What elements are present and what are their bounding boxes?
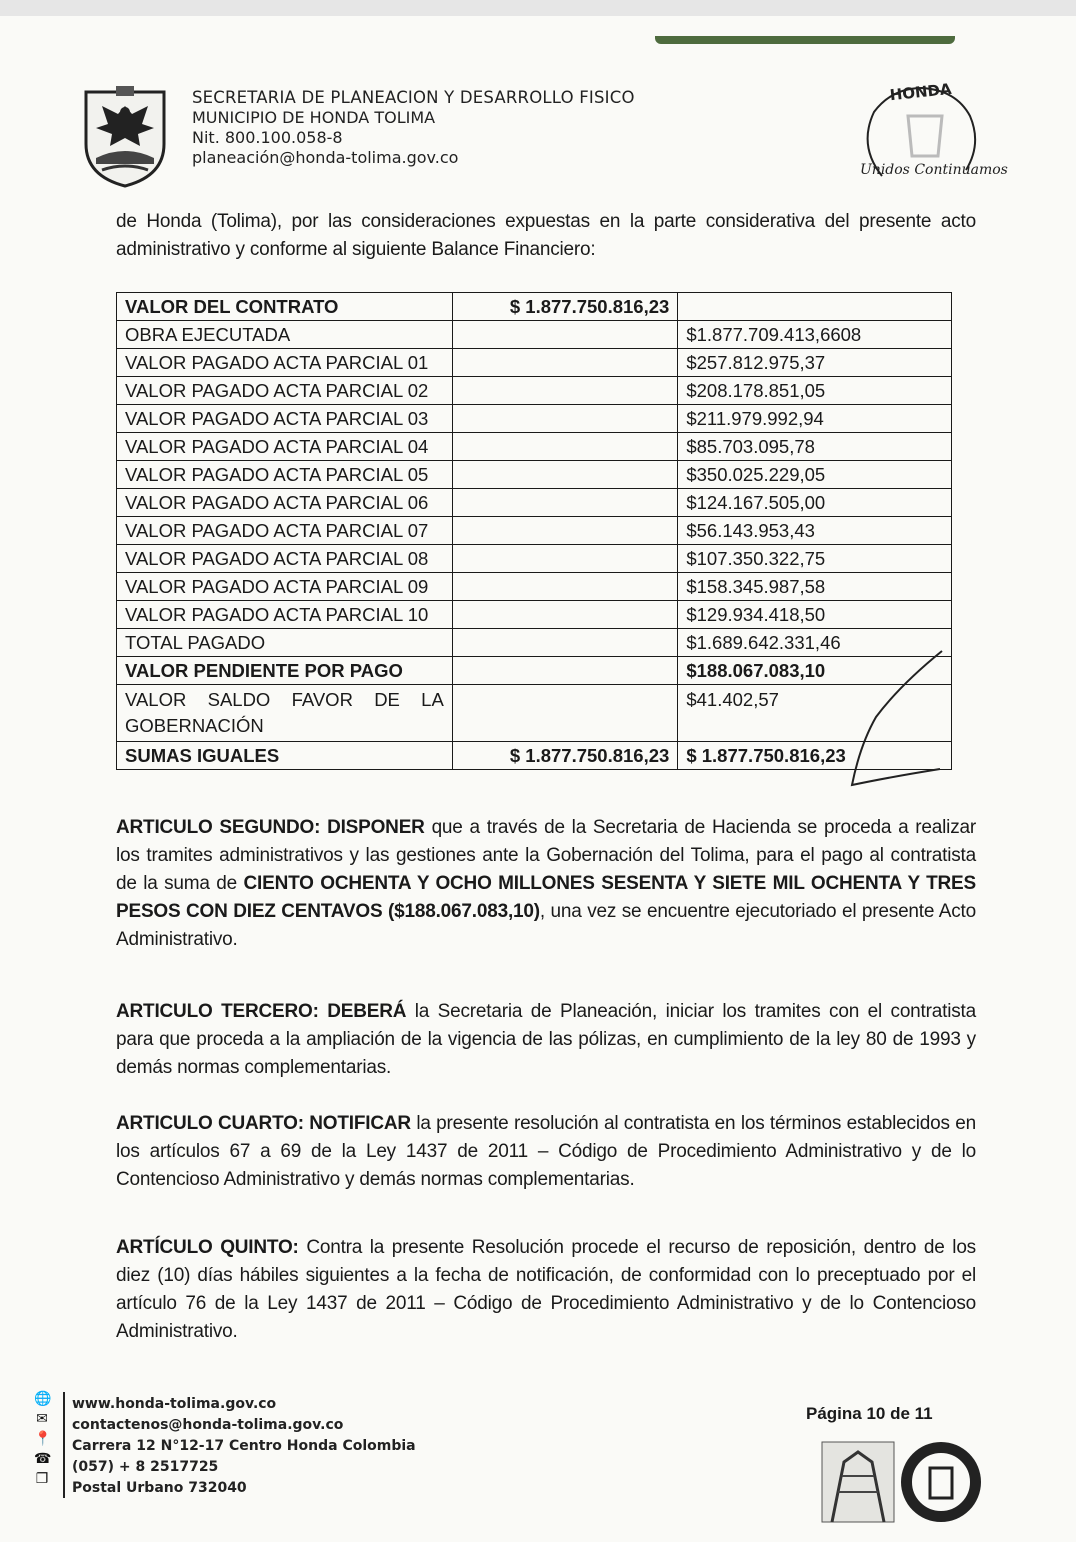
globe-icon: 🌐 [34,1390,52,1406]
table-row [117,685,952,742]
row-amount: $129.934.418,50 [678,601,952,629]
table-row [117,545,952,573]
row-contract-value [452,545,678,573]
footer-icons [34,1390,54,1490]
row-amount: $56.143.953,43 [678,517,952,545]
row-amount [678,293,952,321]
top-bar [0,0,1076,16]
footer-divider [63,1392,65,1498]
row-amount: $158.345.987,58 [678,573,952,601]
art2-text2: , una vez se encuentre ejecutoriado el presente Acto Administrativo. [116,901,976,950]
row-label: VALOR PAGADO ACTA PARCIAL 10 [117,601,453,629]
row-label: VALOR SALDO FAVOR DE LA GOBERNACIÓN [117,685,453,742]
table-row [117,433,952,461]
intro-paragraph: de Honda (Tolima), por las consideraciones expuestas en la parte considerativa del presente acto administrativo y conforme al siguiente Balance Financiero: [116,211,976,260]
postal-box-icon: ❐ [35,1470,49,1486]
art2-amount: CIENTO OCHENTA Y OCHO MILLONES SESENTA Y SIETE MIL OCHENTA Y TRES PESOS CON DIEZ CENTAVOS ($188.067.083,10) [116,873,976,922]
row-amount: $188.067.083,10 [678,657,952,685]
row-contract-value [452,349,678,377]
balance-financiero-table [116,292,952,770]
art3-verb: DEBERÁ [327,1001,407,1022]
row-contract-value [452,405,678,433]
art3-title: ARTICULO TERCERO: [116,1001,319,1022]
header-email: planeación@honda-tolima.gov.co [192,148,459,167]
footer-web: www.honda-tolima.gov.co [72,1396,277,1412]
table-row [117,657,952,685]
svg-text:HONDA: HONDA [888,79,953,105]
footer-phone: (057) + 8 2517725 [72,1459,219,1475]
row-contract-value [452,517,678,545]
row-label: VALOR PAGADO ACTA PARCIAL 04 [117,433,453,461]
row-contract-value [452,685,678,742]
row-label: OBRA EJECUTADA [117,321,453,349]
art3-text: la Secretaria de Planeación, iniciar los tramites con el contratista para que proceda a la ampliación de la vigencia de las pólizas, en cumplimiento de la ley 80 de 1993 y demás normas complementarias. [116,1001,976,1078]
art4-verb: NOTIFICAR [309,1113,411,1134]
row-label: VALOR PENDIENTE POR PAGO [117,657,453,685]
articulo-tercero [116,998,976,1082]
art4-title: ARTICULO CUARTO: [116,1113,304,1134]
row-label: VALOR PAGADO ACTA PARCIAL 01 [117,349,453,377]
row-amount: $85.703.095,78 [678,433,952,461]
top-photo-strip [655,36,955,44]
row-contract-value: $ 1.877.750.816,23 [452,742,678,770]
row-label: VALOR PAGADO ACTA PARCIAL 08 [117,545,453,573]
table-row [117,405,952,433]
table-row [117,461,952,489]
signature-stroke [830,645,950,795]
table-row [117,601,952,629]
footer-address: Carrera 12 N°12-17 Centro Honda Colombia [72,1438,416,1454]
row-contract-value [452,433,678,461]
row-amount: $1.689.642.331,46 [678,629,952,657]
location-pin-icon: 📍 [34,1430,52,1446]
header-block [192,88,635,168]
articulo-segundo [116,814,976,954]
articulo-quinto [116,1234,976,1346]
row-label: SUMAS IGUALES [117,742,453,770]
table-row [117,573,952,601]
mail-icon: ✉ [36,1410,48,1426]
row-contract-value [452,657,678,685]
row-amount: $124.167.505,00 [678,489,952,517]
row-label: VALOR PAGADO ACTA PARCIAL 05 [117,461,453,489]
row-contract-value [452,601,678,629]
row-label: VALOR PAGADO ACTA PARCIAL 09 [117,573,453,601]
row-label: VALOR PAGADO ACTA PARCIAL 07 [117,517,453,545]
row-amount: $208.178.851,05 [678,377,952,405]
row-contract-value [452,321,678,349]
header-municipio: MUNICIPIO DE HONDA TOLIMA [192,108,436,127]
art2-text1: que a través de la Secretaria de Hacienda se proceda a realizar los tramites administrativos y las gestiones ante la Gobernación del Tolima, para el pago al contratista de la suma de [116,817,976,894]
honda-unidos-logo [852,76,1008,188]
table-row [117,742,952,770]
row-amount: $107.350.322,75 [678,545,952,573]
row-amount: $257.812.975,37 [678,349,952,377]
header-nit: Nit. 800.100.058-8 [192,128,343,147]
row-contract-value [452,377,678,405]
row-contract-value [452,629,678,657]
svg-text:Unidos Continuamos: Unidos Continuamos [860,162,1008,178]
table-row [117,349,952,377]
row-amount: $1.877.709.413,6608 [678,321,952,349]
monument-seal-icon [818,1432,898,1524]
row-label: VALOR DEL CONTRATO [117,293,453,321]
row-contract-value: $ 1.877.750.816,23 [452,293,678,321]
row-label: TOTAL PAGADO [117,629,453,657]
table-row [117,629,952,657]
art5-text: Contra la presente Resolución procede el recurso de reposición, dentro de los diez (10) días hábiles siguientes a la fecha de notificación, de conformidad con lo preceptuado por el artículo 76 de la Ley 1437 de 2011 – Código de Procedimiento Administrativo y de lo Contencioso Administrativo. [116,1237,976,1342]
footer-postal: Postal Urbano 732040 [72,1480,247,1496]
footer-contact [72,1394,416,1499]
header-secretaria: SECRETARIA DE PLANEACION Y DESARROLLO FISICO [192,88,635,107]
page-number: Página 10 de 11 [806,1404,933,1423]
row-label: VALOR PAGADO ACTA PARCIAL 03 [117,405,453,433]
art4-text: la presente resolución al contratista en los términos establecidos en los artículos 67 a 69 de la Ley 1437 de 2011 – Código de Procedimiento Administrativo y de lo Contencioso Administrativo y demás normas complementarias. [116,1113,976,1190]
footer-email: contactenos@honda-tolima.gov.co [72,1417,344,1433]
table-row [117,321,952,349]
row-contract-value [452,461,678,489]
phone-icon: ☎ [34,1450,52,1466]
row-amount: $41.402,57 [678,685,952,742]
table-row [117,517,952,545]
table-row [117,377,952,405]
circular-seal-icon [898,1432,984,1524]
table-row [117,293,952,321]
row-amount: $350.025.229,05 [678,461,952,489]
articulo-cuarto [116,1110,976,1194]
row-contract-value [452,489,678,517]
table-row [117,489,952,517]
art2-title: ARTICULO SEGUNDO: [116,817,321,838]
row-amount: $ 1.877.750.816,23 [678,742,952,770]
art2-verb: DISPONER [327,817,425,838]
art5-title: ARTÍCULO QUINTO: [116,1237,299,1258]
municipal-crest-icon [82,84,168,188]
row-contract-value [452,573,678,601]
row-label: VALOR PAGADO ACTA PARCIAL 02 [117,377,453,405]
row-label: VALOR PAGADO ACTA PARCIAL 06 [117,489,453,517]
row-amount: $211.979.992,94 [678,405,952,433]
